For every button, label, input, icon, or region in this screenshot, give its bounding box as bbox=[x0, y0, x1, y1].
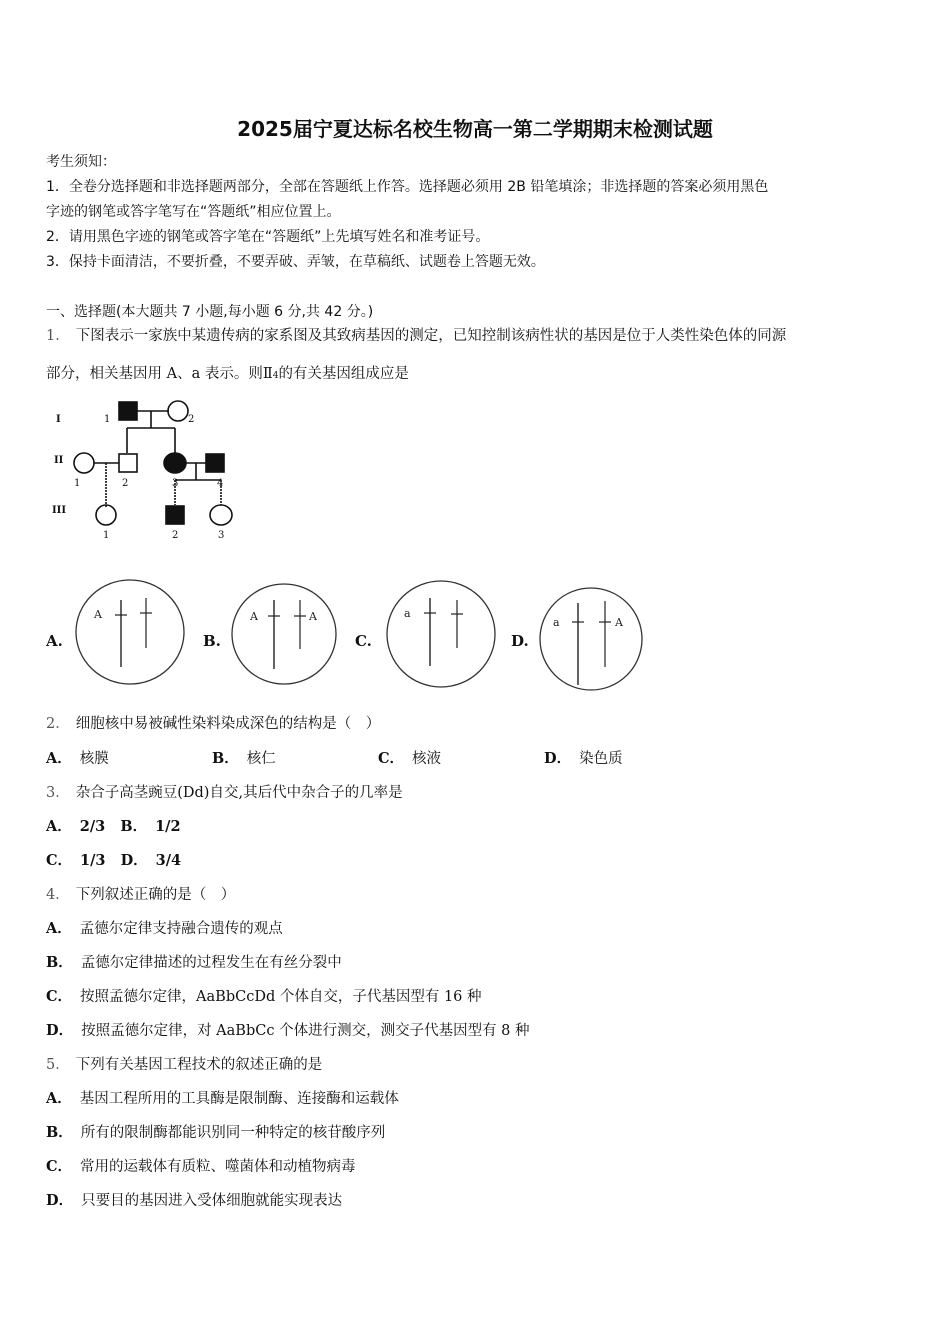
option-a[interactable] bbox=[46, 1089, 399, 1109]
option-letter: C． bbox=[46, 1158, 73, 1175]
notice-item: 3．保持卡面清洁，不要折叠，不要弄破、弄皱，在草稿纸、试题卷上答题无效。 bbox=[46, 254, 545, 270]
notice-item: 字迹的钢笔或答字笔写在“答题纸”相应位置上。 bbox=[46, 204, 341, 220]
option-c[interactable] bbox=[46, 1157, 356, 1177]
option-letter: A． bbox=[46, 920, 72, 937]
option-letter: D． bbox=[46, 1022, 74, 1039]
option-c[interactable] bbox=[378, 749, 544, 769]
option-d[interactable] bbox=[46, 1191, 342, 1211]
question-text: 部分，相关基因用 A、a 表示。则Ⅱ bbox=[46, 366, 273, 382]
svg-text:3: 3 bbox=[172, 478, 179, 489]
page-title: 2025届宁夏达标名校生物高一第二学期期末检测试题 bbox=[237, 117, 713, 141]
question-number: 1． bbox=[46, 328, 70, 344]
option-text: 按照孟德尔定律，对 AaBbCc 个体进行测交，测交子代基因型有 8 种 bbox=[81, 1023, 530, 1039]
svg-text:1: 1 bbox=[103, 530, 110, 541]
question-1 bbox=[46, 326, 786, 346]
option-letter: A． bbox=[46, 750, 72, 767]
question-4 bbox=[46, 885, 235, 905]
question-2-options bbox=[46, 749, 623, 769]
option-b[interactable] bbox=[46, 1123, 385, 1143]
question-number: 2． bbox=[46, 716, 70, 732]
option-letter: D． bbox=[544, 750, 572, 767]
allele-label: A bbox=[94, 608, 102, 621]
option-text: 1/3 bbox=[80, 852, 106, 869]
option-text: 核膜 bbox=[79, 751, 109, 767]
question-5 bbox=[46, 1055, 322, 1075]
question-text: 的有关基因组成应是 bbox=[278, 366, 409, 382]
option-letter: B． bbox=[46, 954, 73, 971]
svg-text:A: A bbox=[250, 610, 258, 623]
section-heading: 一、选择题(本大题共 7 小题,每小题 6 分,共 42 分。) bbox=[46, 304, 374, 320]
notice-item: 2．请用黑色字迹的钢笔或答字笔在“答题纸”上先填写姓名和准考证号。 bbox=[46, 229, 490, 245]
question-2 bbox=[46, 714, 380, 734]
question-text: 杂合子高茎豌豆(Dd)自交,其后代中杂合子的几率是 bbox=[75, 785, 403, 801]
option-d[interactable] bbox=[544, 751, 623, 767]
option-text: 基因工程所用的工具酶是限制酶、连接酶和运载体 bbox=[79, 1091, 399, 1107]
option-d[interactable] bbox=[121, 852, 182, 869]
option-text: 2/3 bbox=[79, 818, 106, 835]
option-b[interactable] bbox=[46, 953, 342, 973]
option-text: 3/4 bbox=[155, 852, 182, 869]
option-c-label[interactable]: C. bbox=[355, 632, 372, 650]
option-letter: B． bbox=[120, 818, 148, 835]
svg-text:III: III bbox=[52, 505, 67, 516]
svg-text:a: a bbox=[404, 607, 411, 620]
option-letter: A． bbox=[46, 818, 72, 835]
option-letter: D． bbox=[120, 852, 148, 869]
option-text: 所有的限制酶都能识别同一种特定的核苷酸序列 bbox=[80, 1125, 386, 1141]
question-3-options-row1 bbox=[46, 817, 181, 837]
option-d-label[interactable]: D. bbox=[511, 632, 529, 650]
question-text: 细胞核中易被碱性染料染成深色的结构是（ ） bbox=[75, 716, 381, 732]
question-text: 下列有关基因工程技术的叙述正确的是 bbox=[75, 1057, 323, 1073]
svg-text:4: 4 bbox=[217, 478, 224, 489]
option-text: 染色质 bbox=[579, 751, 623, 767]
option-letter: B． bbox=[46, 1124, 73, 1141]
option-b-diagram[interactable] bbox=[230, 578, 338, 686]
option-text: 孟德尔定律支持融合遗传的观点 bbox=[79, 921, 283, 937]
option-text: 1/2 bbox=[155, 818, 181, 835]
svg-text:A: A bbox=[309, 610, 317, 623]
option-a[interactable] bbox=[46, 818, 105, 835]
option-letter: A． bbox=[46, 1090, 72, 1107]
svg-text:II: II bbox=[54, 455, 64, 466]
svg-text:2: 2 bbox=[172, 530, 179, 541]
option-c[interactable] bbox=[46, 987, 482, 1007]
option-text: 只要目的基因进入受体细胞就能实现表达 bbox=[81, 1193, 343, 1209]
svg-text:3: 3 bbox=[218, 530, 225, 541]
notice-item: 1．全卷分选择题和非选择题两部分，全部在答题纸上作答。选择题必须用 2B 铅笔填涂；非选择题的答案必须用黑色 bbox=[46, 179, 769, 195]
option-letter: C． bbox=[46, 988, 73, 1005]
option-a[interactable] bbox=[46, 749, 212, 769]
svg-text:a: a bbox=[553, 616, 560, 629]
pedigree-chart bbox=[46, 393, 246, 543]
option-a[interactable] bbox=[46, 919, 283, 939]
svg-text:1: 1 bbox=[74, 478, 81, 489]
question-text: 下图表示一家族中某遗传病的家系图及其致病基因的测定，已知控制该病性状的基因是位于人类性染色体的同源 bbox=[75, 328, 787, 344]
option-c-diagram[interactable] bbox=[385, 578, 497, 690]
question-3 bbox=[46, 783, 403, 803]
question-1-line2 bbox=[46, 364, 409, 386]
option-letter: B． bbox=[212, 750, 239, 767]
option-text: 孟德尔定律描述的过程发生在有丝分裂中 bbox=[80, 955, 342, 971]
option-letter: C． bbox=[46, 852, 73, 869]
notice-heading: 考生须知： bbox=[46, 154, 116, 170]
option-text: 核仁 bbox=[246, 751, 276, 767]
svg-text:2: 2 bbox=[122, 478, 129, 489]
option-text: 常用的运载体有质粒、噬菌体和动植物病毒 bbox=[80, 1159, 356, 1175]
question-number: 4． bbox=[46, 887, 70, 903]
option-b[interactable] bbox=[212, 749, 378, 769]
option-b-label[interactable]: B. bbox=[203, 632, 221, 650]
svg-text:2: 2 bbox=[188, 414, 195, 425]
svg-text:I: I bbox=[56, 414, 61, 425]
option-a-label[interactable]: A. bbox=[46, 632, 63, 650]
option-b[interactable] bbox=[120, 818, 180, 835]
question-3-options-row2 bbox=[46, 851, 181, 871]
option-c[interactable] bbox=[46, 852, 106, 869]
option-d-diagram[interactable] bbox=[538, 585, 644, 693]
option-letter: D． bbox=[46, 1192, 74, 1209]
option-d[interactable] bbox=[46, 1021, 530, 1041]
option-letter: C． bbox=[378, 750, 405, 767]
option-a-diagram[interactable] bbox=[74, 578, 186, 686]
option-text: 按照孟德尔定律，AaBbCcDd 个体自交，子代基因型有 16 种 bbox=[80, 989, 482, 1005]
svg-text:1: 1 bbox=[104, 414, 111, 425]
question-number: 3． bbox=[46, 785, 70, 801]
subscript: 4 bbox=[272, 371, 279, 381]
svg-text:A: A bbox=[615, 616, 623, 629]
option-text: 核液 bbox=[412, 751, 442, 767]
question-text: 下列叙述正确的是（ ） bbox=[75, 887, 236, 903]
question-number: 5． bbox=[46, 1057, 70, 1073]
